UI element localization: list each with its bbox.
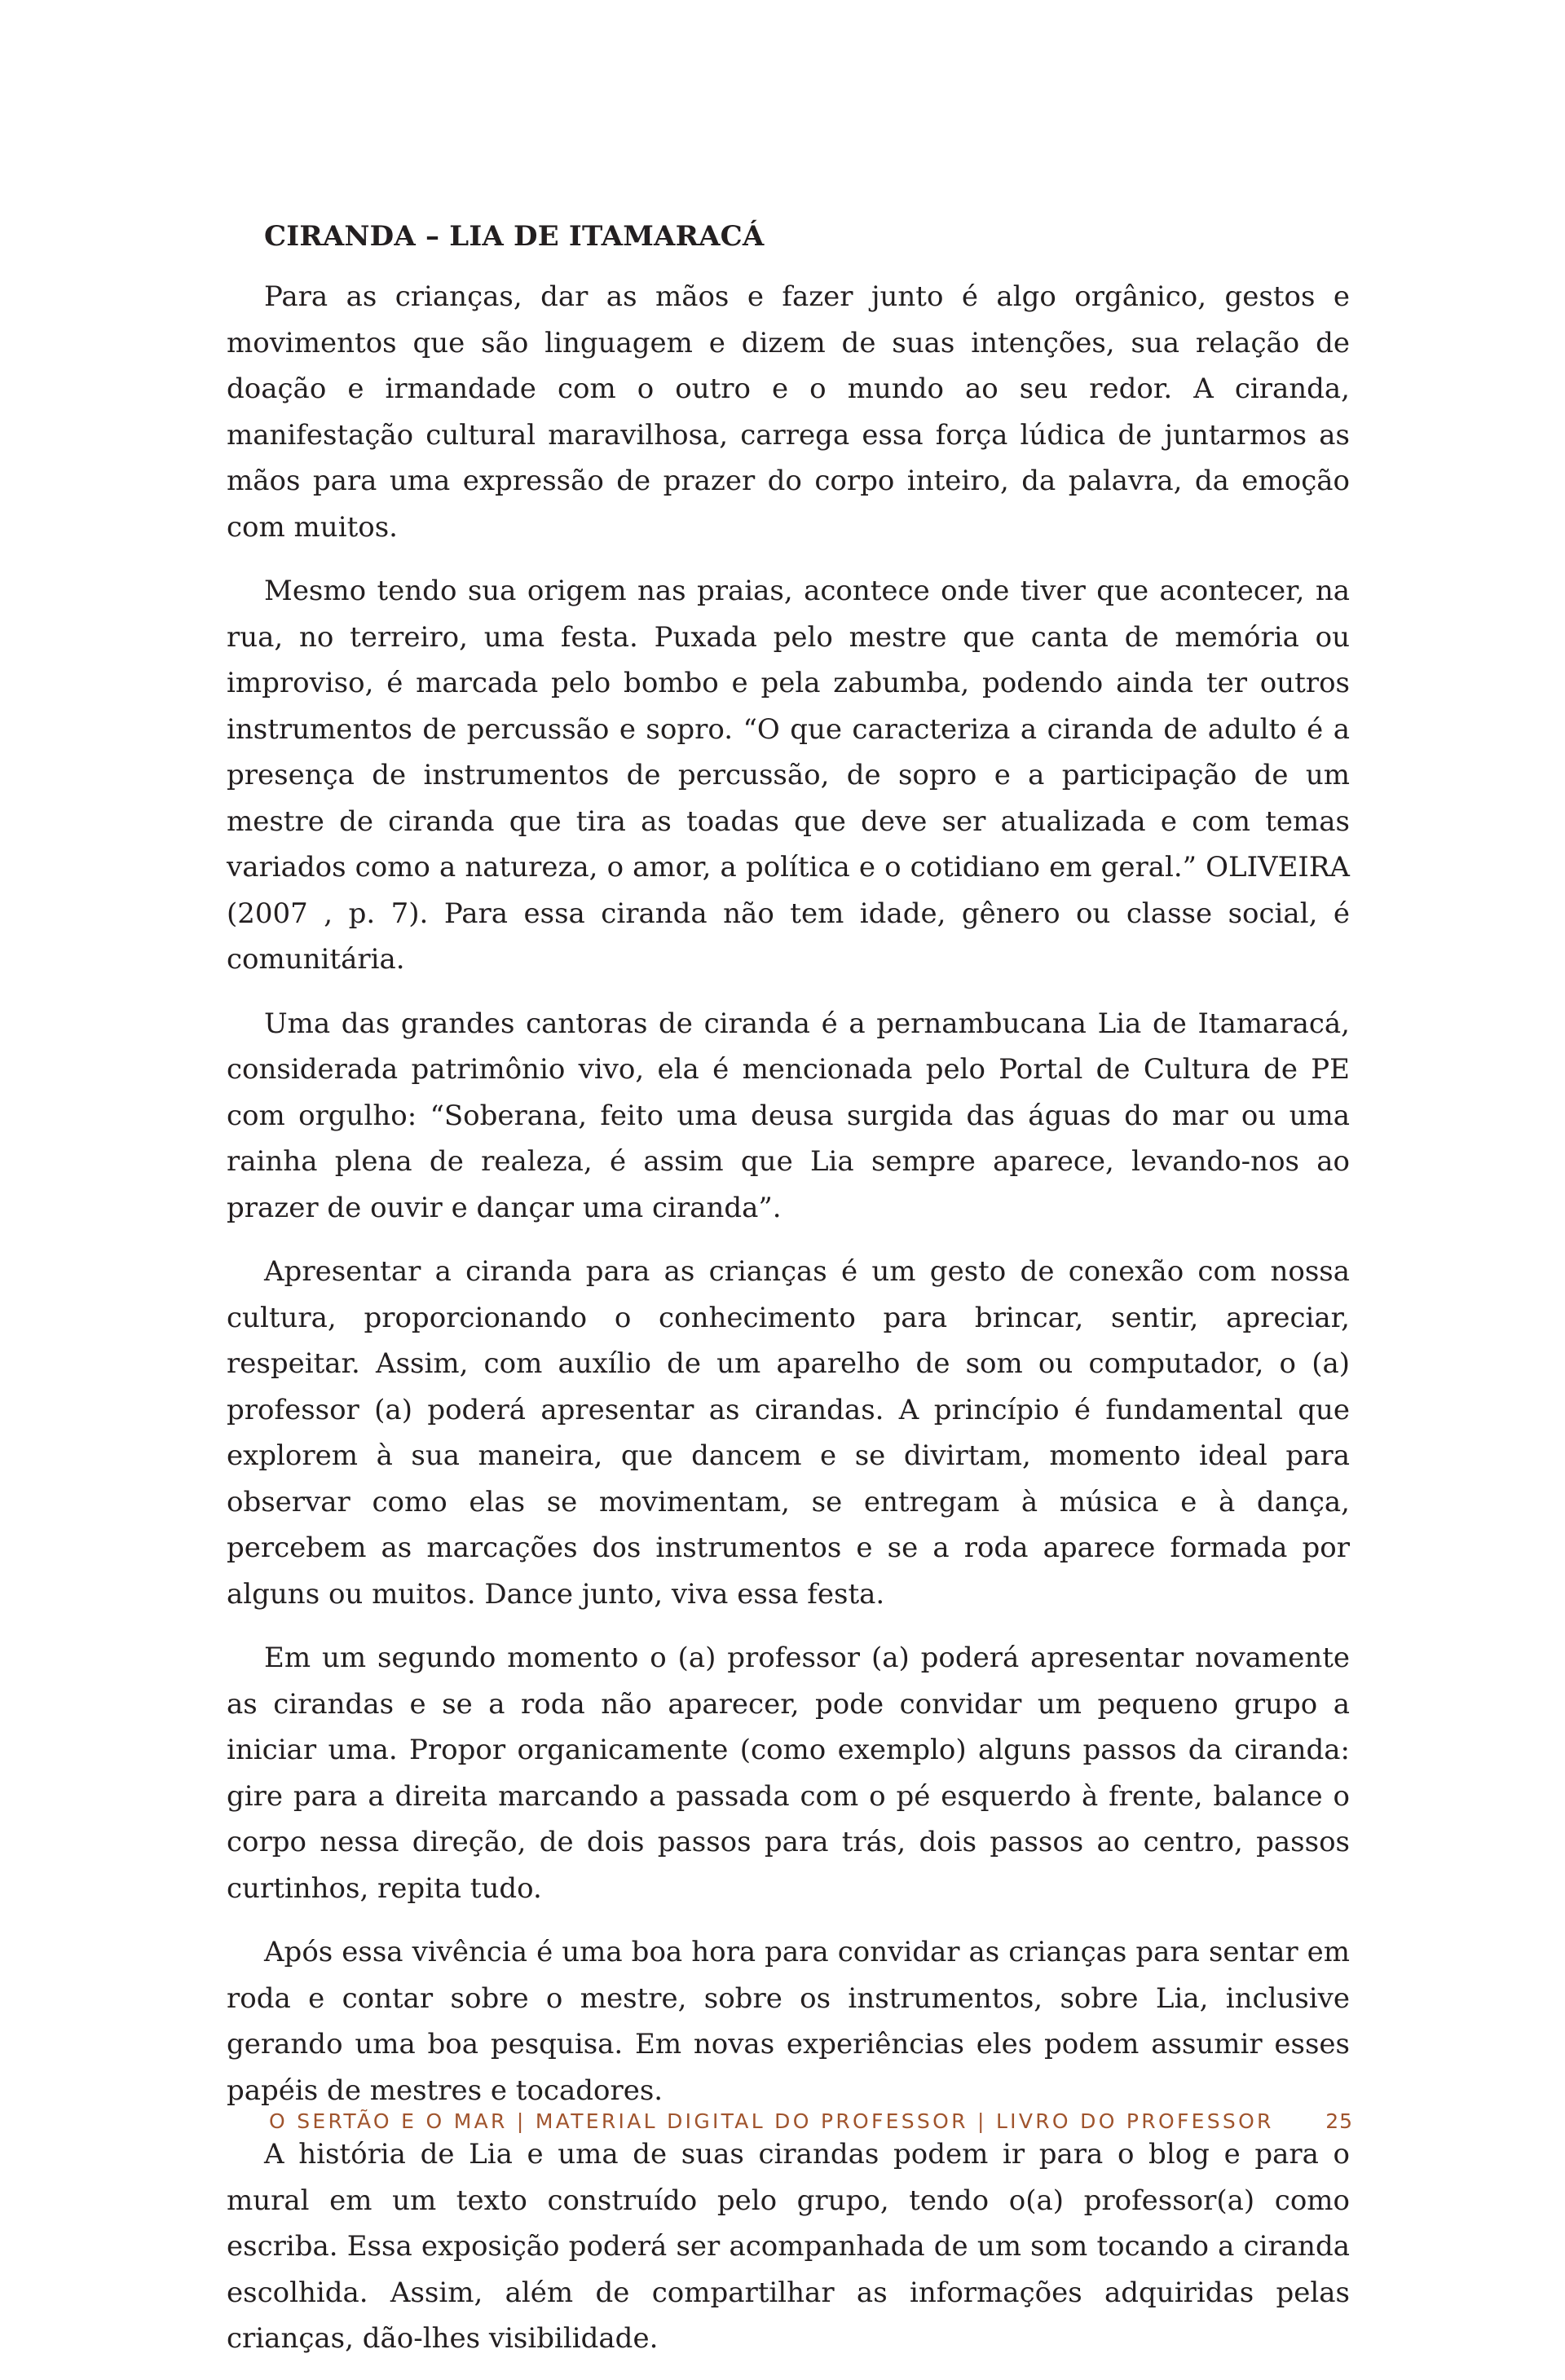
paragraph-1: Para as crianças, dar as mãos e fazer junto é algo orgânico, gestos e movimentos que são linguagem e dizem de suas intenções, sua relação de doação e irmandade com o outro e o mundo ao seu redor. A ciranda, manifestação cultural maravilhosa, carrega essa força lúdica de juntarmos as mãos para uma expressão de prazer do corpo inteiro, da palavra, da emoção com muitos. bbox=[227, 280, 1350, 544]
page-number: 25 bbox=[1325, 2109, 1353, 2133]
section-title: CIRANDA – LIA DE ITAMARACÁ bbox=[264, 220, 765, 253]
paragraph-2: Mesmo tendo sua origem nas praias, acontece onde tiver que acontecer, na rua, no terreiro, uma festa. Puxada pelo mestre que canta de memória ou improviso, é marcada pelo bombo e pela zabumba, podendo ainda ter outros instrumentos de percussão e sopro. “O que caracteriza a ciranda de adulto é a presença de instrumentos de percussão, de sopro e a participação de um mestre de ciranda que tira as toadas que deve ser atualizada e com temas variados como a natureza, o amor, a política e o cotidiano em geral.” OLIVEIRA (2007 , p. 7). Para essa ciranda não tem idade, gênero ou classe social, é comunitária. bbox=[227, 575, 1350, 976]
page-footer bbox=[269, 2109, 1353, 2133]
paragraph-4: Apresentar a ciranda para as crianças é um gesto de conexão com nossa cultura, proporcionando o conhecimento para brincar, sentir, apreciar, respeitar. Assim, com auxílio de um aparelho de som ou computador, o (a) professor (a) poderá apresentar as cirandas. A princípio é fundamental que explorem à sua maneira, que dancem e se divirtam, momento ideal para observar como elas se movimentam, se entregam à música e à dança, percebem as marcações dos instrumentos e se a roda aparece formada por alguns ou muitos. Dance junto, viva essa festa. bbox=[227, 1255, 1350, 1611]
paragraph-3: Uma das grandes cantoras de ciranda é a pernambucana Lia de Itamaracá, considerada patrimônio vivo, ela é mencionada pelo Portal de Cultura de PE com orgulho: “Soberana, feito uma deusa surgida das águas do mar ou uma rainha plena de realeza, é assim que Lia sempre aparece, levando-nos ao prazer de ouvir e dançar uma ciranda”. bbox=[227, 1007, 1350, 1224]
footer-running-title: O SERTÃO E O MAR | MATERIAL DIGITAL DO PROFESSOR | LIVRO DO PROFESSOR bbox=[269, 2109, 1274, 2133]
paragraph-5: Em um segundo momento o (a) professor (a) poderá apresentar novamente as cirandas e se a roda não aparecer, pode convidar um pequeno grupo a iniciar uma. Propor organicamente (como exemplo) alguns passos da ciranda: gire para a direita marcando a passada com o pé esquerdo à frente, balance o corpo nessa direção, de dois passos para trás, dois passos ao centro, passos curtinhos, repita tudo. bbox=[227, 1642, 1350, 1905]
paragraph-6: Após essa vivência é uma boa hora para convidar as crianças para sentar em roda e contar sobre o mestre, sobre os instrumentos, sobre Lia, inclusive gerando uma boa pesquisa. Em novas experiências eles podem assumir esses papéis de mestres e tocadores. bbox=[227, 1936, 1350, 2107]
paragraph-7: A história de Lia e uma de suas cirandas podem ir para o blog e para o mural em um texto construído pelo grupo, tendo o(a) professor(a) como escriba. Essa exposição poderá ser acompanhada de um som tocando a ciranda escolhida. Assim, além de compartilhar as informações adquiridas pelas crianças, dão-lhes visibilidade. bbox=[227, 2138, 1350, 2355]
page-body bbox=[227, 214, 1350, 2380]
